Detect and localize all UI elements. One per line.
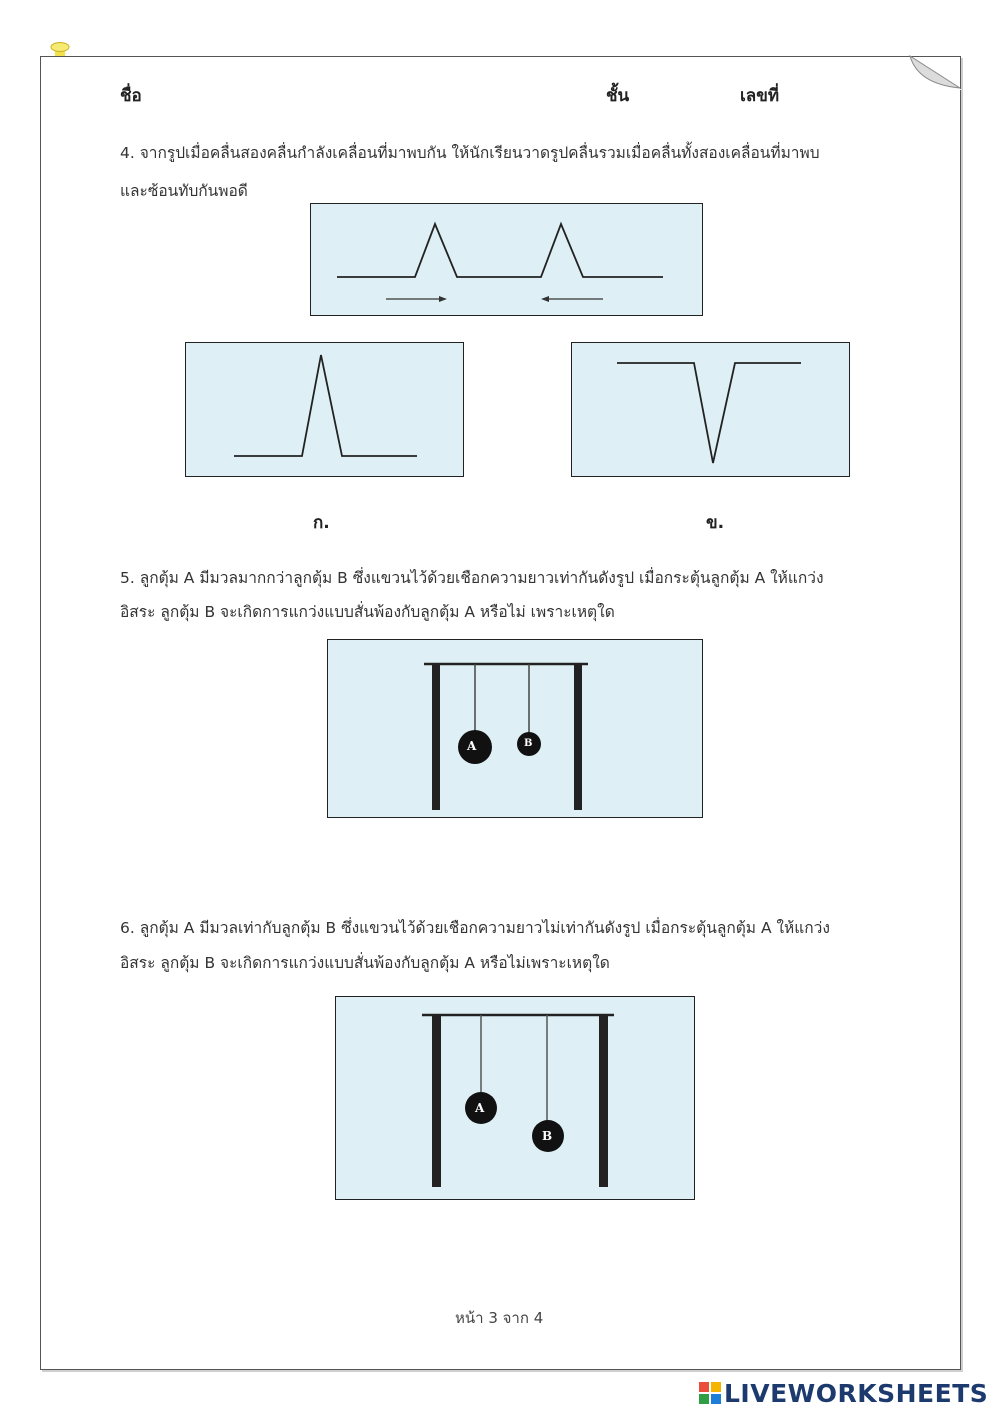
upward-pulse-waveform xyxy=(234,355,417,456)
option-b-label: ข. xyxy=(706,513,725,533)
option-a-figure xyxy=(185,342,464,477)
ball-a-label: A xyxy=(467,739,477,753)
ball-b-label: B xyxy=(524,738,533,749)
brand-name: LIVEWORKSHEETS xyxy=(724,1378,989,1408)
question-4-text-line1: 4. จากรูปเมื่อคลื่นสองคลื่นกำลังเคลื่อนที่มาพบกัน ให้นักเรียนวาดรูปคลื่นรวมเมื่อคลื่นทั้งสองเคลื่อนที่มาพบ xyxy=(120,144,820,162)
pendulum-figure-unequal-length xyxy=(335,996,695,1200)
downward-pulse-waveform xyxy=(617,363,801,463)
liveworksheets-logo-icon xyxy=(698,1381,722,1405)
page-curl-icon xyxy=(908,54,962,90)
right-post xyxy=(599,1015,608,1187)
pulse-waveform xyxy=(337,224,663,277)
ball-a-label: A xyxy=(475,1101,485,1115)
question-6-text-line2: อิสระ ลูกตุ้ม B จะเกิดการแกว่งแบบสั่นพ้องกับลูกตุ้ม A หรือไม่เพราะเหตุใด xyxy=(120,954,610,972)
page-number: หน้า 3 จาก 4 xyxy=(455,1309,544,1327)
number-label: เลขที่ xyxy=(740,86,780,106)
two-pulses-figure xyxy=(310,203,703,316)
question-4-text-line2: และซ้อนทับกันพอดี xyxy=(120,182,248,200)
left-post xyxy=(432,1015,441,1187)
class-label: ชั้น xyxy=(606,86,630,106)
ball-b-label: B xyxy=(542,1129,553,1143)
option-a-label: ก. xyxy=(313,513,330,533)
name-label: ชื่อ xyxy=(120,86,142,106)
right-arrow-icon xyxy=(386,296,447,302)
left-arrow-icon xyxy=(541,296,603,302)
question-5-text-line1: 5. ลูกตุ้ม A มีมวลมากกว่าลูกตุ้ม B ซึ่งแขวนไว้ด้วยเชือกความยาวเท่ากันดังรูป เมื่อกระตุ้นลูกตุ้ม A ให้แกว่ง xyxy=(120,569,824,587)
question-5-text-line2: อิสระ ลูกตุ้ม B จะเกิดการแกว่งแบบสั่นพ้องกับลูกตุ้ม A หรือไม่ เพราะเหตุใด xyxy=(120,603,615,621)
pendulum-figure-equal-length xyxy=(327,639,703,818)
option-b-figure xyxy=(571,342,850,477)
left-post xyxy=(432,664,440,810)
question-6-text-line1: 6. ลูกตุ้ม A มีมวลเท่ากับลูกตุ้ม B ซึ่งแขวนไว้ด้วยเชือกความยาวไม่เท่ากันดังรูป เมื่อกระตุ้นลูกตุ้ม A ให้แกว่ง xyxy=(120,919,830,937)
right-post xyxy=(574,664,582,810)
liveworksheets-branding[interactable] xyxy=(698,1376,988,1410)
